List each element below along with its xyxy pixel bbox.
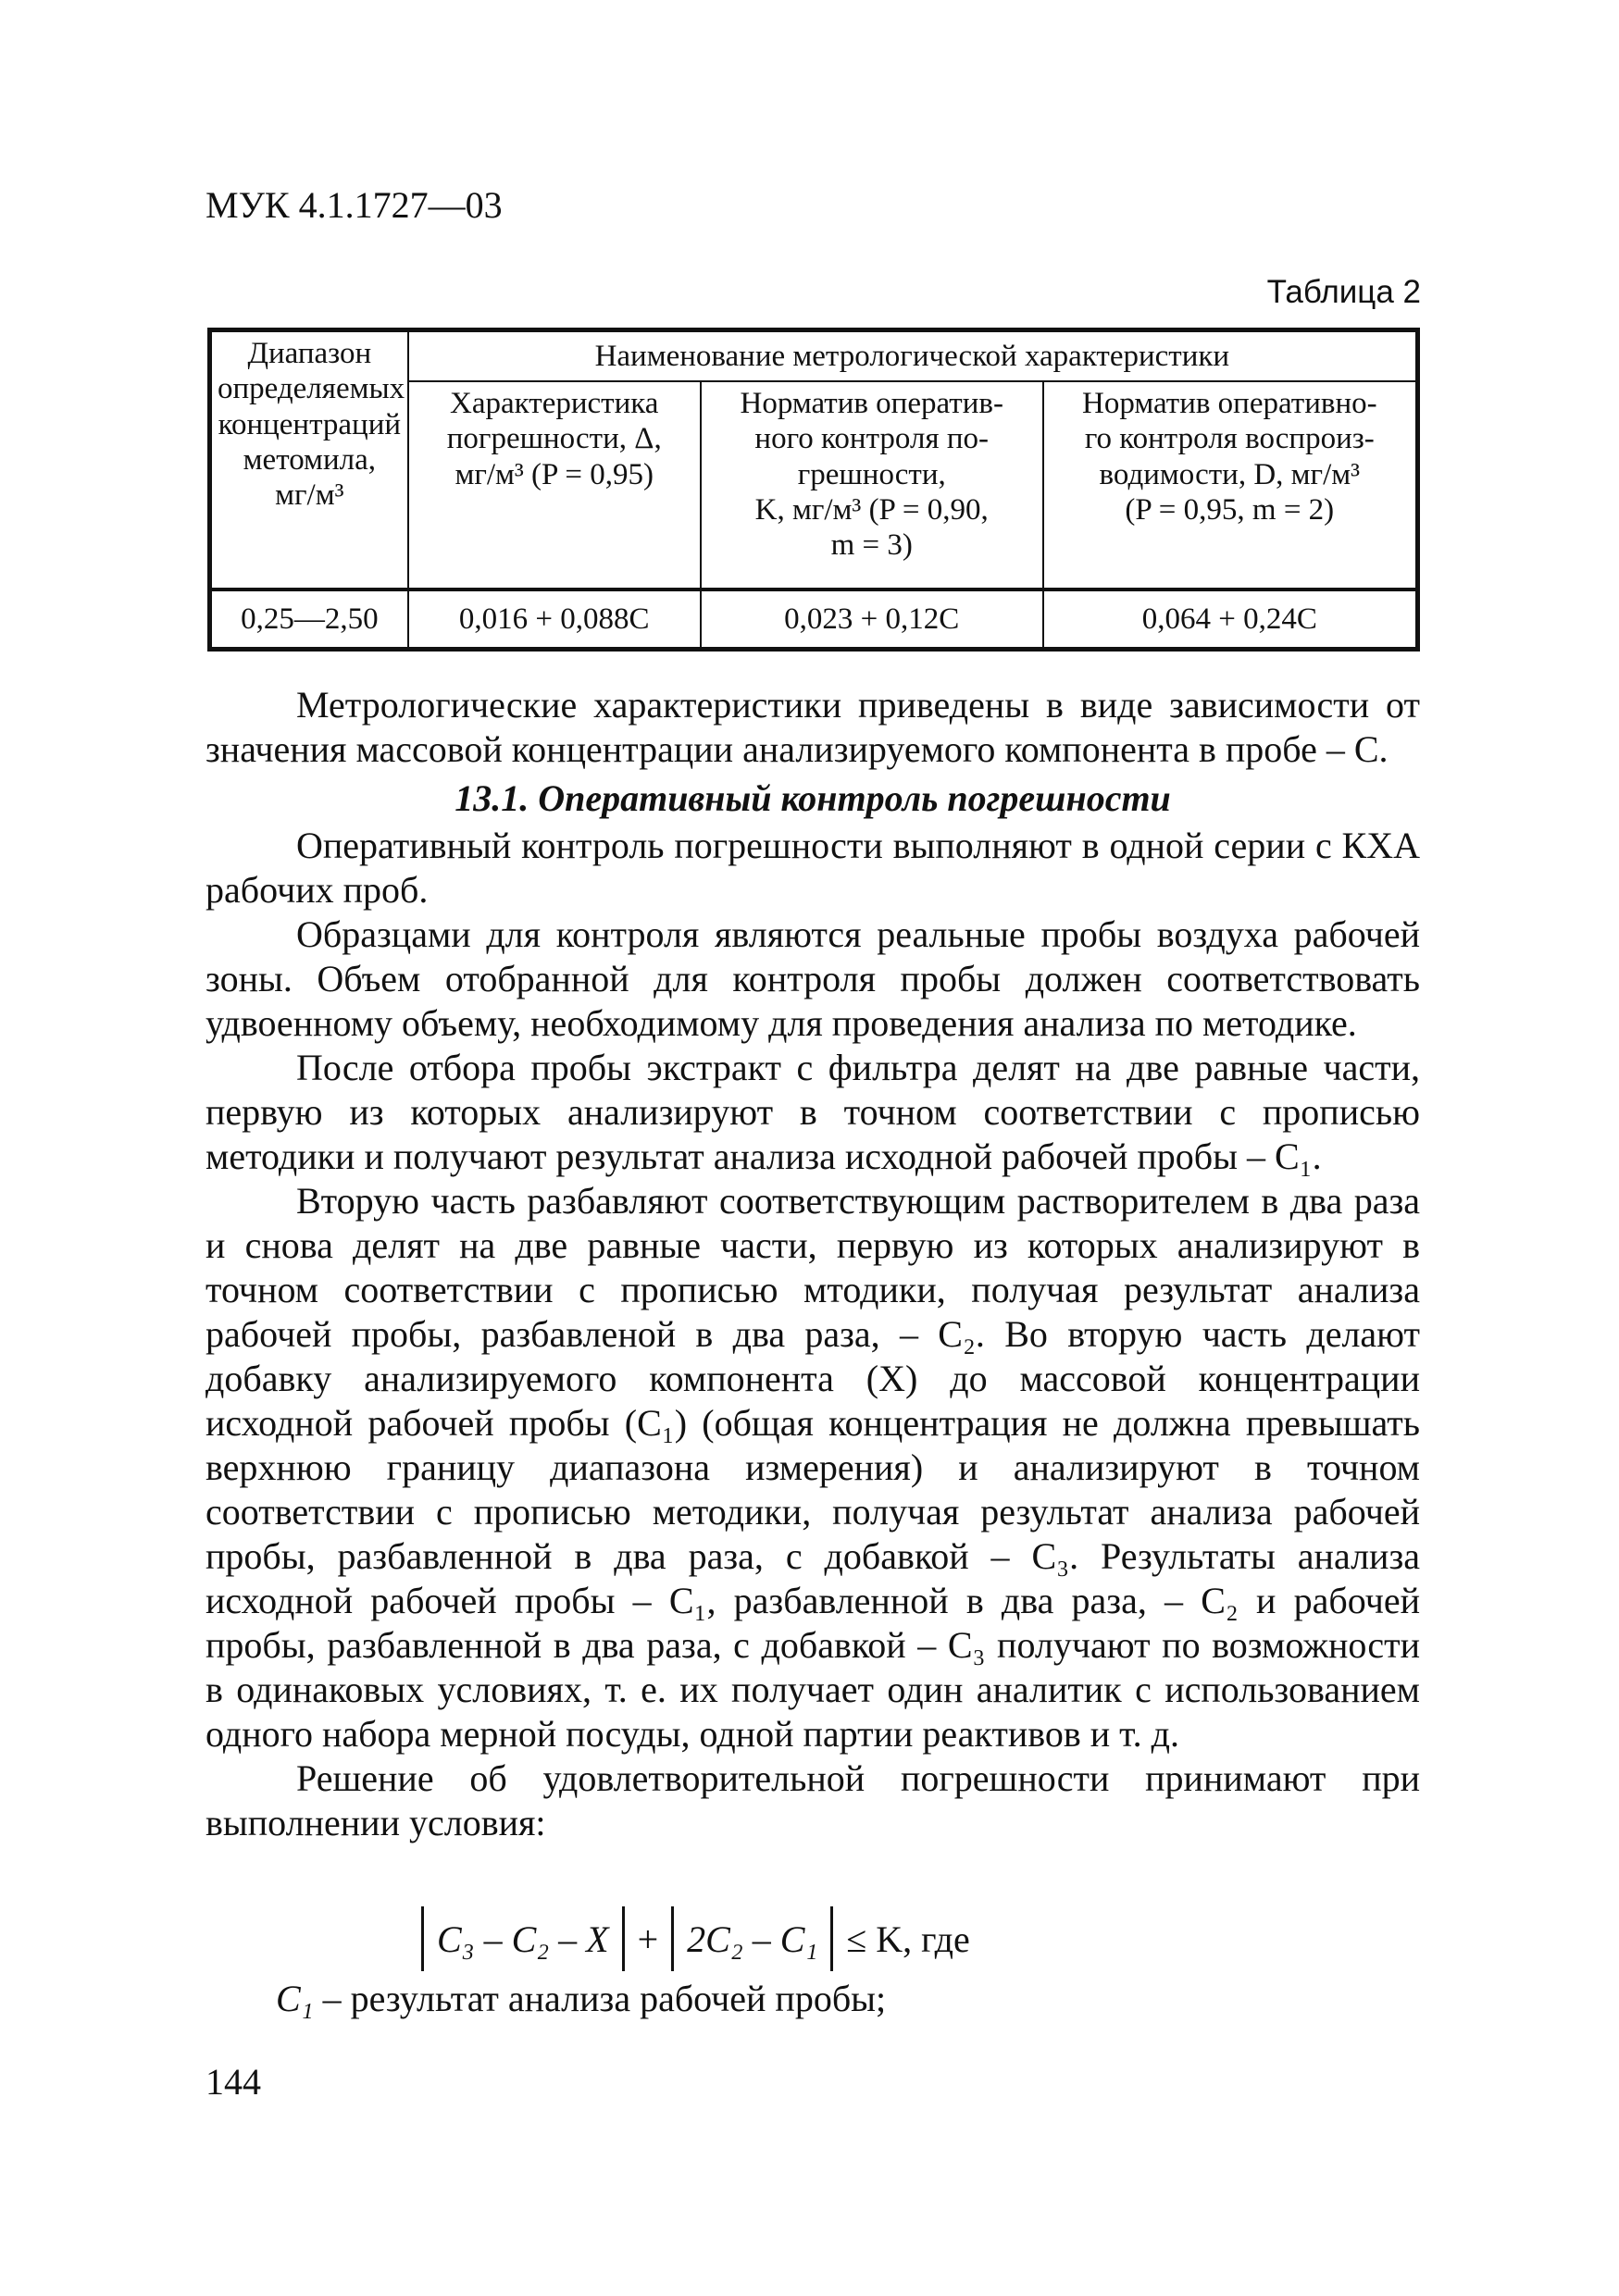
legend-text: – результат анализа рабочей пробы; [313,1978,887,2019]
header-line: водимости, D, мг/м³ [1099,457,1361,491]
abs-term-1: C₃ – C₂ – X [421,1906,625,1971]
metrology-table [207,328,1420,652]
abs-term-2: 2C₂ – C₁ [671,1906,833,1971]
range-header-line: определяемых [218,372,405,406]
table-row [210,590,1418,650]
header-line: m = 3) [830,528,913,563]
header-line: K, мг/м³ (P = 0,90, [754,492,989,527]
range-header-cell [210,330,408,590]
plus-sign: + [637,1917,659,1960]
accuracy-value-cell: 0,016 + 0,088С [408,590,701,650]
header-line: ного контроля по- [754,422,989,456]
accuracy-control-header-cell [701,381,1043,590]
body-text [205,683,1420,1845]
paragraph: Оперативный контроль погрешности выполняют в одной серии с КХА рабочих проб. [205,825,1420,911]
range-header-line: Диапазон [247,337,372,370]
legend-symbol: C₁ [276,1978,314,2019]
formula-legend [276,1977,886,2020]
header-line: грешности, [797,457,946,491]
header-line: Характеристика [450,387,659,420]
range-value-cell: 0,25—2,50 [210,590,408,650]
document-code-header: МУК 4.1.1727—03 [205,184,503,226]
paragraph: Образцами для контроля являются реальные пробы воздуха рабочей зоны. Объем отобранной для контроля пробы должен соответствовать удвоенному объему, необходимому для проведения анализа по методике. [205,913,1420,1044]
reproducibility-value-cell: 0,064 + 0,24С [1043,590,1418,650]
paragraph: После отбора пробы экстракт с фильтра делят на две равные части, первую из которых анализируют в точном соответствии с прописью методики и получают результат анализа исходной рабочей пробы – C₁. [205,1047,1420,1177]
header-line: (P = 0,95, m = 2) [1125,492,1335,527]
paragraph: Метрологические характеристики приведены в виде зависимости от значения массовой концентрации анализируемого компонента в пробе – С. [205,684,1420,770]
paragraph: Вторую часть разбавляют соответствующим растворителем в два раза и снова делят на две равные части, первую из которых анализируют в точном соответствии с прописью мтодики, получая результат анализа рабочей пробы, разбавленой в два раза, – C₂. Во вторую часть делают добавку анализируемого компонента (X) до массовой концентрации исходной рабочей пробы (C₁) (общая концентрация не должна превышать верхнюю границу диапазона измерения) и анализируют в точном соответствии с прописью методики, получая результат анализа рабочей пробы, разбавленной в два раза, с добавкой – C₃. Результаты анализа исходной рабочей пробы – C₁, разбавленной в два раза, – C₂ и рабочей пробы, разбавленной в два раза, с добавкой – C₃ получают по возможности в одинаковых условиях, т. е. их получает один аналитик с использованием одного набора мерной посуды, одной партии реактивов и т. д. [205,1180,1420,1755]
range-header-line: концентраций [218,407,402,441]
header-line: мг/м³ (P = 0,95) [455,457,654,491]
table-label: Таблица 2 [1266,274,1421,310]
accuracy-control-value-cell: 0,023 + 0,12С [701,590,1043,650]
header-line: го контроля воспроиз- [1084,422,1375,456]
paragraph: Решение об удовлетворительной погрешности принимают при выполнении условия: [205,1757,1420,1843]
acceptance-formula [421,1906,970,1971]
header-line: погрешности, Δ, [446,422,662,456]
header-line: Норматив оператив- [740,387,1003,420]
group-header-cell: Наименование метрологической характеристики [408,330,1418,382]
range-header-line: метомила, [243,442,376,477]
accuracy-header-cell [408,381,701,590]
range-header-line: мг/м³ [275,478,344,513]
formula-tail: ≤ K, где [846,1917,970,1960]
page-number: 144 [205,2061,261,2103]
section-title: 13.1. Оперативный контроль погрешности [455,777,1171,819]
header-line: Норматив оперативно- [1081,387,1377,420]
reproducibility-header-cell [1043,381,1418,590]
